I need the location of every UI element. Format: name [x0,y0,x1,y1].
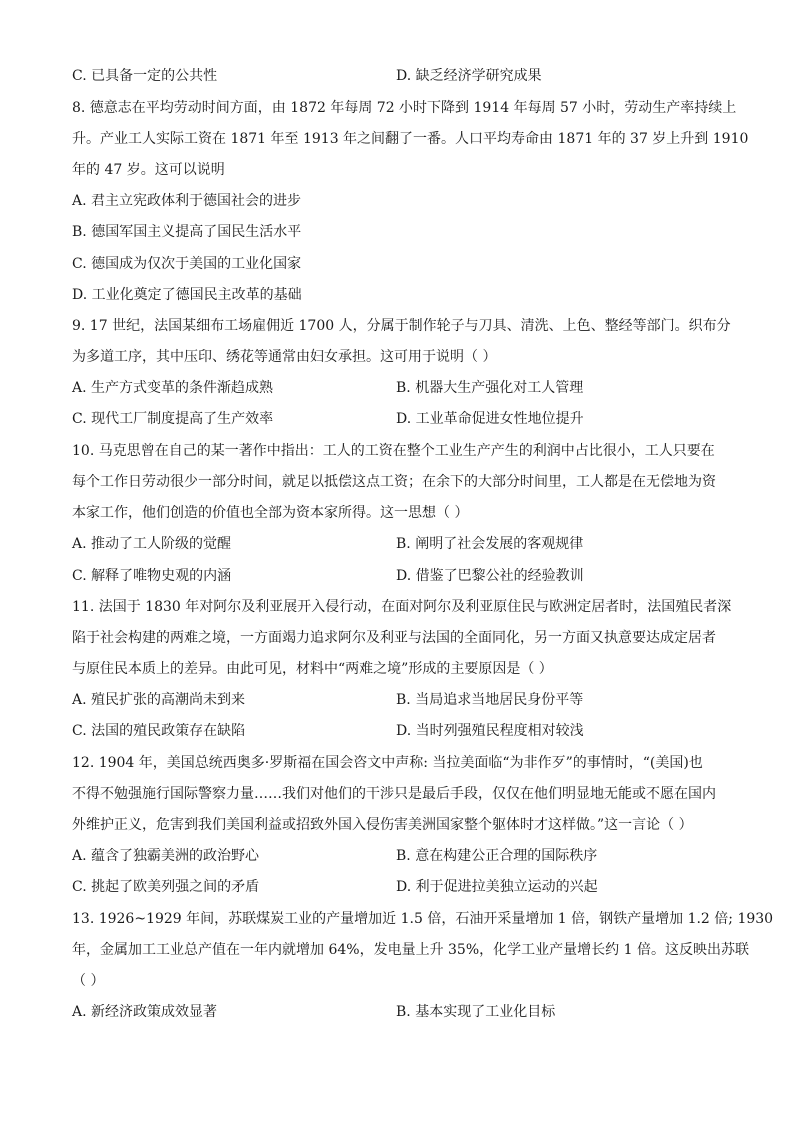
q8-option-d[interactable]: D. 工业化奠定了德国民主改革的基础 [72,287,302,303]
q9-option-d[interactable]: D. 工业革命促进女性地位提升 [396,411,584,427]
q10-option-d[interactable]: D. 借鉴了巴黎公社的经验教训 [396,568,584,584]
q13-options-row-ab [72,1002,732,1022]
q13-stem-line-2: 年，金属加工工业总产值在一年内就增加 64%，发电量上升 35%，化学工业产量增长约 1 倍。这反映出苏联 [72,942,749,958]
q10-stem-line-3: 本家工作，他们创造的价值也全部为资本家所得。这一思想（ ） [72,505,469,521]
q10-option-c[interactable]: C. 解释了唯物史观的内涵 [72,568,232,584]
q12-options-row-cd [72,877,732,897]
q11-options-row-cd [72,721,732,741]
q11-option-d[interactable]: D. 当时列强殖民程度相对较浅 [396,723,584,739]
q12-option-a[interactable]: A. 蕴含了独霸美洲的政治野心 [72,848,260,864]
q11-option-b[interactable]: B. 当局追求当地居民身份平等 [396,692,584,708]
q10-stem-line-2: 每个工作日劳动很少一部分时间，就足以抵偿这点工资；在余下的大部分时间里，工人都是在无偿地为资 [72,474,716,490]
q11-stem-line-1: 11. 法国于 1830 年对阿尔及利亚展开入侵行动，在面对阿尔及利亚原住民与欧洲定居者时，法国殖民者深 [72,599,732,615]
q12-stem-line-3: 外维护正义，危害到我们美国利益或招致外国入侵伤害美洲国家整个躯体时才这样做。”这一言论（ ） [72,817,693,833]
q7-option-d[interactable]: D. 缺乏经济学研究成果 [396,68,542,84]
q12-option-b[interactable]: B. 意在构建公正合理的国际秩序 [396,848,598,864]
q12-stem-line-2: 不得不勉强施行国际警察力量……我们对他们的干涉只是最后手段，仅仅在他们明显地无能或不愿在国内 [72,786,716,802]
q8-option-b[interactable]: B. 德国军国主义提高了国民生活水平 [72,224,302,240]
q10-option-a[interactable]: A. 推动了工人阶级的觉醒 [72,536,232,552]
q12-stem-line-1: 12. 1904 年，美国总统西奥多·罗斯福在国会咨文中声称: 当拉美面临“为非作歹”的事情时，“(美国)也 [72,755,703,771]
q10-stem-line-1: 10. 马克思曾在自己的某一著作中指出：工人的工资在整个工业生产产生的利润中占比很小，工人只要在 [72,443,715,459]
q8-option-c[interactable]: C. 德国成为仅次于美国的工业化国家 [72,256,302,272]
q10-option-b[interactable]: B. 阐明了社会发展的客观规律 [396,536,584,552]
q12-option-d[interactable]: D. 利于促进拉美独立运动的兴起 [396,879,598,895]
q9-option-c[interactable]: C. 现代工厂制度提高了生产效率 [72,411,274,427]
q12-option-c[interactable]: C. 挑起了欧美列强之间的矛盾 [72,879,260,895]
q8-stem-line-3: 年的 47 岁。这可以说明 [72,162,225,178]
q9-options-row-ab [72,378,732,398]
q11-stem-line-2: 陷于社会构建的两难之境，一方面竭力追求阿尔及利亚与法国的全面同化，另一方面又执意要达成定居者 [72,630,716,646]
q13-stem-line-3: （ ） [72,973,105,989]
q8-stem-line-1: 8. 德意志在平均劳动时间方面，由 1872 年每周 72 小时下降到 1914 年每周 57 小时，劳动生产率持续上 [72,100,737,116]
q9-options-row-cd [72,409,732,429]
q11-option-a[interactable]: A. 殖民扩张的高潮尚未到来 [72,692,246,708]
q10-options-row-cd [72,566,732,586]
q11-option-c[interactable]: C. 法国的殖民政策存在缺陷 [72,723,246,739]
q13-stem-line-1: 13. 1926~1929 年间，苏联煤炭工业的产量增加近 1.5 倍，石油开采量增加 1 倍，钢铁产量增加 1.2 倍; 1930 [72,911,774,927]
q11-stem-line-3: 与原住民本质上的差异。由此可见，材料中“两难之境”形成的主要原因是（ ） [72,661,553,677]
q9-option-b[interactable]: B. 机器大生产强化对工人管理 [396,380,584,396]
q7-option-c[interactable]: C. 已具备一定的公共性 [72,68,218,84]
q9-option-a[interactable]: A. 生产方式变革的条件渐趋成熟 [72,380,274,396]
q9-stem-line-1: 9. 17 世纪，法国某细布工场雇佣近 1700 人，分属于制作轮子与刀具、清洗、上色、整经等部门。织布分 [72,318,731,334]
q8-option-a[interactable]: A. 君主立宪政体利于德国社会的进步 [72,193,302,209]
q7-options-row-cd [72,66,732,86]
q12-options-row-ab [72,846,732,866]
q13-option-b[interactable]: B. 基本实现了工业化目标 [396,1004,556,1020]
q11-options-row-ab [72,690,732,710]
q10-options-row-ab [72,534,732,554]
q13-option-a[interactable]: A. 新经济政策成效显著 [72,1004,218,1020]
q9-stem-line-2: 为多道工序，其中压印、绣花等通常由妇女承担。这可用于说明（ ） [72,349,497,365]
q8-stem-line-2: 升。产业工人实际工资在 1871 年至 1913 年之间翻了一番。人口平均寿命由 1871 年的 37 岁上升到 1910 [72,131,749,147]
